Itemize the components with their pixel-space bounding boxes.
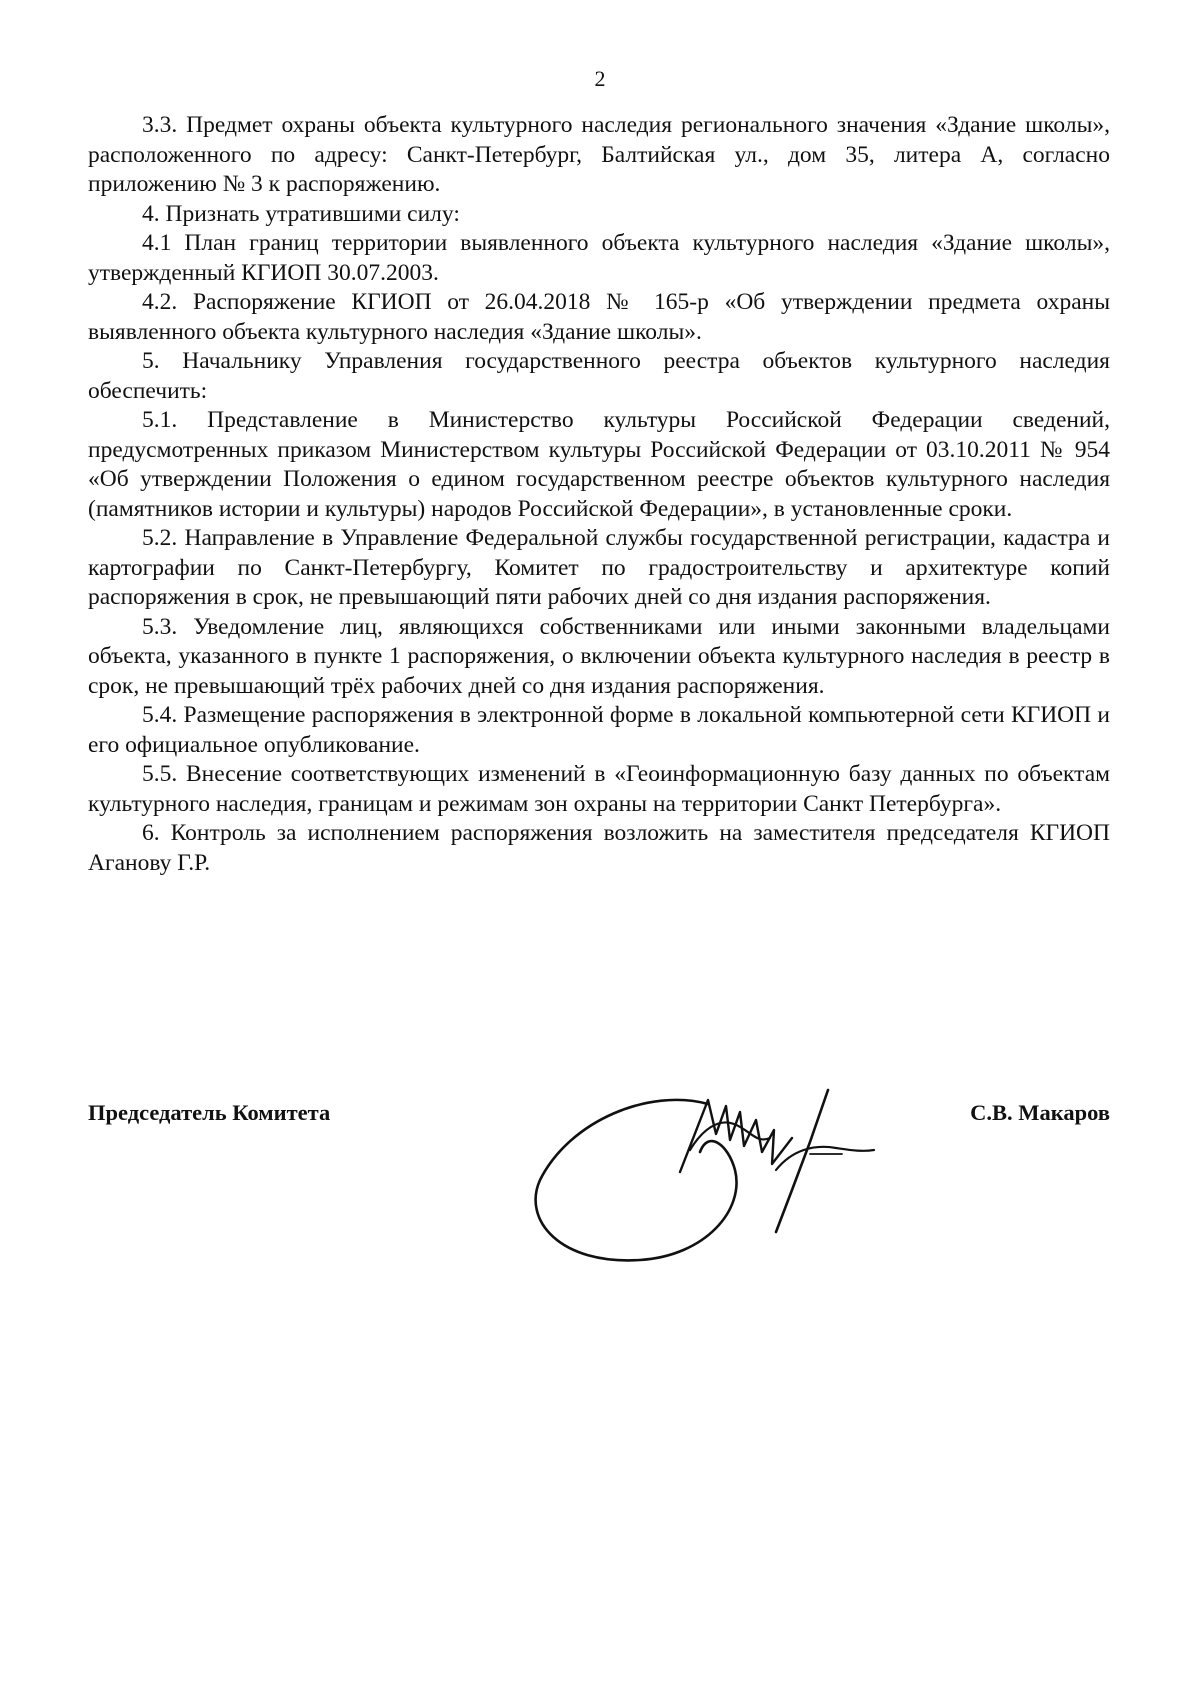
signer-role: Председатель Комитета (88, 1100, 331, 1125)
paragraph-5-2: 5.2. Направление в Управление Федеральной службы государственной регистрации, кадастра и картографии по Санкт-Петербургу, Комитет по градостроительству и архитектуре копий распоряжения в срок, не превышающий пяти рабочих дней со дня издания распоряжения. (88, 525, 1110, 610)
paragraph-4-2: 4.2. Распоряжение КГИОП от 26.04.2018 № 165-р «Об утверждении предмета охраны выявленного объекта культурного наследия «Здание школы». (88, 289, 1110, 345)
handwritten-signature (530, 1060, 930, 1290)
signer-name: С.В. Макаров (970, 1100, 1110, 1125)
signature-strokes (536, 1090, 874, 1260)
paragraph-5: 5. Начальнику Управления государственного реестра объектов культурного наследия обеспечить: (88, 348, 1110, 404)
paragraph-4-1: 4.1 План границ территории выявленного объекта культурного наследия «Здание школы», утвержденный КГИОП 30.07.2003. (88, 230, 1110, 286)
paragraph-5-4: 5.4. Размещение распоряжения в электронной форме в локальной компьютерной сети КГИОП и его официальное опубликование. (88, 702, 1110, 758)
page-number: 2 (594, 66, 606, 91)
paragraph-6: 6. Контроль за исполнением распоряжения возложить на заместителя председателя КГИОП Аганову Г.Р. (88, 820, 1110, 876)
paragraph-5-1: 5.1. Представление в Министерство культуры Российской Федерации сведений, предусмотренных приказом Министерством культуры Российской Федерации от 03.10.2011 № 954 «Об утверждении Положения о едином государственном реестре объектов культурного наследия (памятников истории и культуры) народов Российской Федерации», в установленные сроки. (88, 407, 1110, 522)
paragraph-3-3: 3.3. Предмет охраны объекта культурного наследия регионального значения «Здание школы», расположенного по адресу: Санкт-Петербург, Балтийская ул., дом 35, литера А, согласно приложению № 3 к распоряжению. (88, 112, 1110, 197)
document-body (88, 111, 1110, 878)
paragraph-5-3: 5.3. Уведомление лиц, являющихся собственниками или иными законными владельцами объекта, указанного в пункте 1 распоряжения, о включении объекта культурного наследия в реестр в срок, не превышающий трёх рабочих дней со дня издания распоряжения. (88, 613, 1110, 699)
paragraph-5-5: 5.5. Внесение соответствующих изменений в «Геоинформационную базу данных по объектам культурного наследия, границам и режимам зон охраны на территории Санкт Петербурга». (88, 761, 1110, 817)
paragraph-4: 4. Признать утратившими силу: (142, 200, 460, 227)
